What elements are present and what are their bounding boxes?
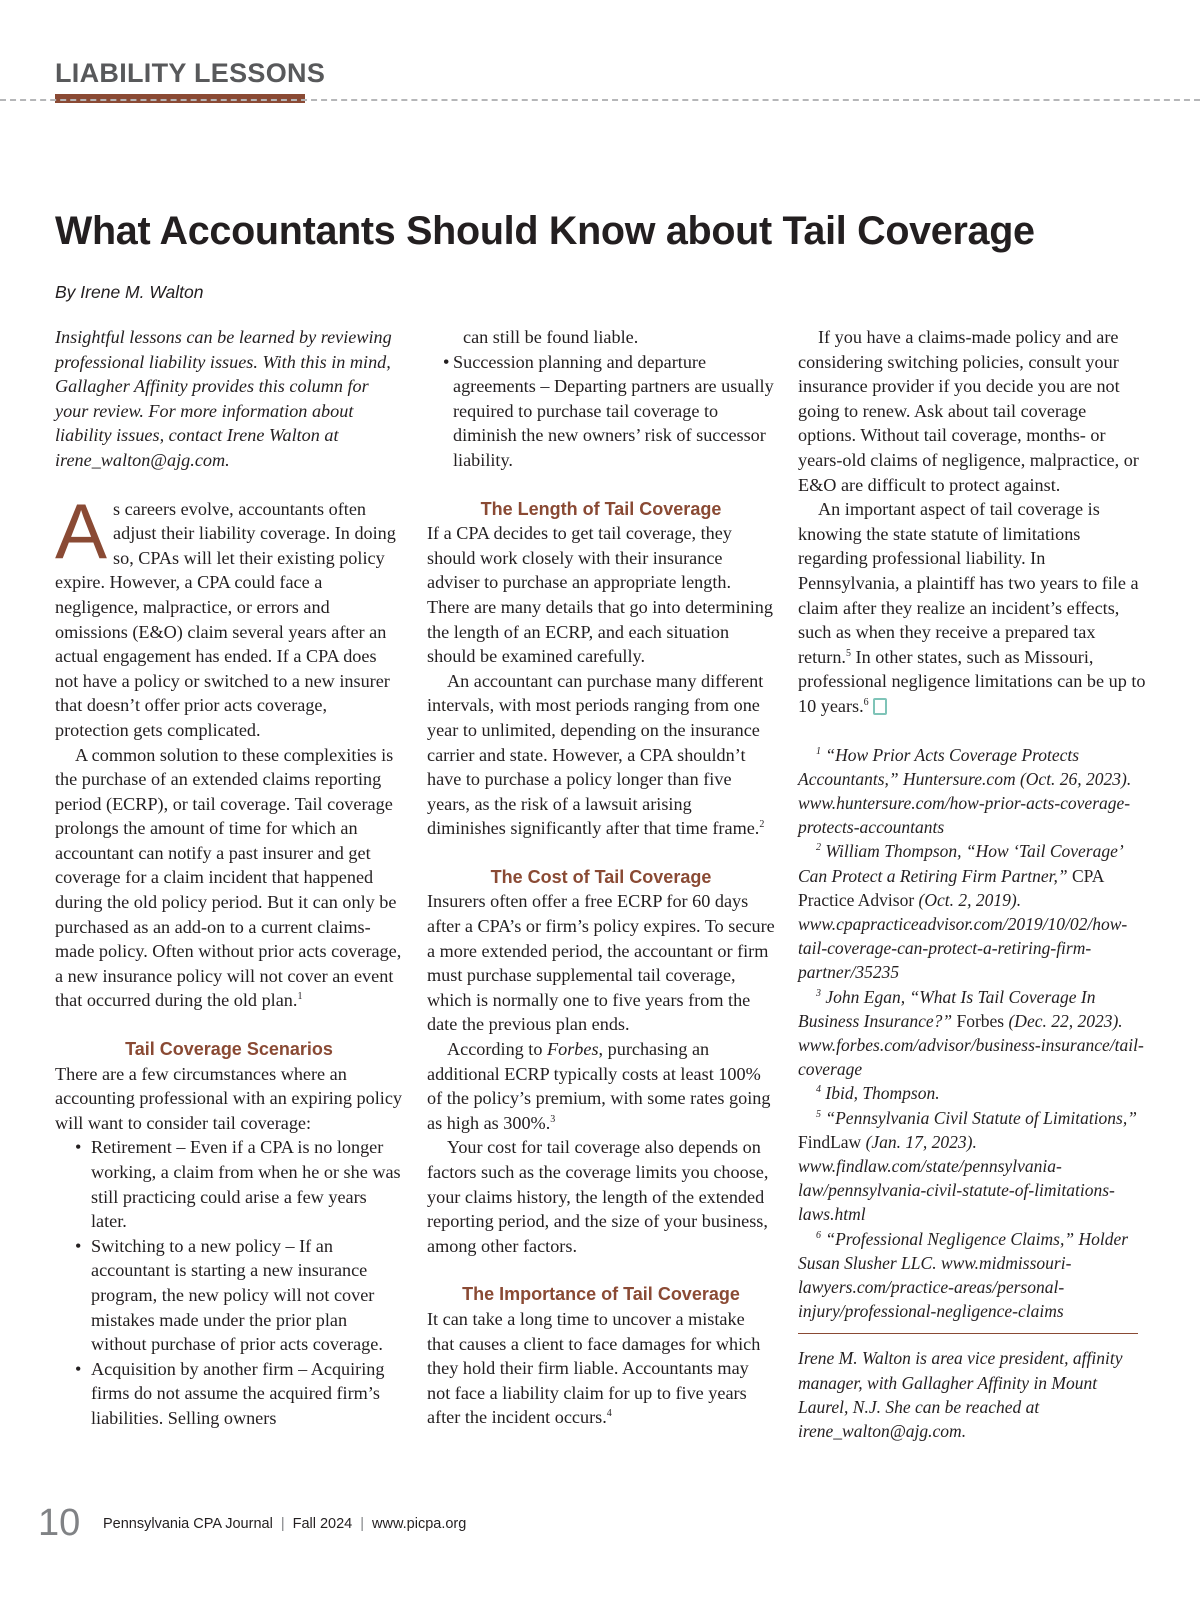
- column-1: [55, 325, 403, 1431]
- list-item: • Switching to a new policy – If an accountant is starting a new insurance program, the new policy will not cover mistakes made under the prior plan without purchase of prior acts coverage.: [75, 1234, 403, 1357]
- footnote: $^2$ William Thompson, “How ‘Tail Coverage’ Can Protect a Retiring Firm Partner,” CPA Practice Advisor (Oct. 2, 2019). www.cpapracticeadvisor.com/2019/10/02/how-tail-coverage-can-protect-a-retiring-firm-partner/35235: [798, 841, 1128, 983]
- body-paragraph: According to Forbes, purchasing an additional ECRP typically costs at least 100% of the policy’s premium, with some rates going as high as 300%.$^3$: [427, 1039, 771, 1133]
- subhead-cost: The Cost of Tail Coverage: [490, 866, 712, 887]
- footer-url[interactable]: www.picpa.org: [372, 1516, 467, 1532]
- body-paragraph: As careers evolve, accountants often adjust their liability coverage. In doing so, CPAs will let their existing policy expire. However, a CPA could face a negligence, malpractice, or errors and omissions (E&O) claim several years after an actual engagement has ended. If a CPA does not have a policy or switched to a new insurer that doesn’t offer prior acts coverage, protection gets complicated.: [55, 486, 396, 740]
- footnote-ref: 6: [863, 696, 869, 708]
- issue-date: Fall 2024: [292, 1516, 353, 1532]
- footnote-ref: 4: [606, 1408, 612, 1420]
- footnote-ref: 3: [550, 1113, 556, 1125]
- end-mark-icon: [873, 698, 887, 715]
- journal-name: Pennsylvania CPA Journal: [103, 1516, 273, 1532]
- footnote: $^3$ John Egan, “What Is Tail Coverage In Business Insurance?” Forbes (Dec. 22, 2023). www.forbes.com/advisor/business-insurance/tail-coverage: [798, 986, 1144, 1080]
- subhead-scenarios: Tail Coverage Scenarios: [125, 1039, 333, 1060]
- scenario-list-continued: [443, 350, 775, 473]
- section-label: LIABILITY LESSONS: [55, 58, 326, 88]
- body-paragraph: Your cost for tail coverage also depends on factors such as the coverage limits you choose, your claims history, the length of the extended reporting period, and the size of your business, among other factors.: [427, 1137, 769, 1256]
- footnote-ref: 2: [759, 819, 765, 831]
- body-paragraph: An accountant can purchase many different intervals, with most periods ranging from one year to unlimited, depending on the insurance carrier and state. However, a CPA shouldn’t have to purchase a policy longer than five years, as the risk of a lawsuit arising diminishes significantly after that time frame.$^2$: [427, 670, 765, 839]
- section-divider: [0, 99, 1200, 101]
- body-paragraph: There are a few circumstances where an accounting professional with an expiring policy will want to consider tail coverage:: [55, 1063, 402, 1133]
- page-number: 10: [38, 1502, 81, 1544]
- body-paragraph: It can take a long time to uncover a mistake that causes a client to face damages for which they hold their firm liable. Accountants may not face a liability claim for up to five years after the incident occurs.$^4$: [427, 1308, 761, 1428]
- body-paragraph: If a CPA decides to get tail coverage, they should work closely with their insurance adviser to purchase an appropriate length. There are many details that go into determining the length of an ECRP, and each situation should be examined carefully.: [427, 523, 773, 667]
- list-item: • Acquisition by another firm – Acquiring firms do not assume the acquired firm’s liabilities. Selling owners: [75, 1357, 403, 1431]
- footnote: $^1$ “How Prior Acts Coverage Protects Accountants,” Huntersure.com (Oct. 26, 2023). www.huntersure.com/how-prior-acts-coverage-protects-accountants: [798, 744, 1132, 838]
- subhead-length: The Length of Tail Coverage: [480, 498, 722, 519]
- body-paragraph: Insurers often offer a free ECRP for 60 days after a CPA’s or firm’s policy expires. To secure a more extended period, the accountant or firm must purchase supplemental tail coverage, which is normally one to five years from the date the previous plan ends.: [427, 891, 775, 1035]
- dropcap: A: [55, 486, 108, 575]
- column-2: [427, 325, 775, 1430]
- page-footer: Pennsylvania CPA Journal | Fall 2024 | www.picpa.org: [103, 1516, 467, 1532]
- footnote-ref: 1: [297, 991, 303, 1003]
- footnote-ref: 5: [845, 647, 851, 659]
- list-item: • • Succession planning and departure agreements – Departing partners are usually required to purchase tail coverage to diminish the new owners’ risk of successor liability.: [443, 350, 775, 473]
- bio-divider: [798, 1333, 1138, 1334]
- footnotes: [798, 743, 1148, 1324]
- body-paragraph: An important aspect of tail coverage is knowing the state statute of limitations regarding professional liability. In Pennsylvania, a plaintiff has two years to file a claim after they realize an incident’s effects, such as when they receive a prepared tax return.$^5$ In other states, such as Missouri, professional negligence limitations can be up to 10 years.$^6$: [798, 499, 1146, 716]
- body-paragraph: A common solution to these complexities is the purchase of an extended claims reporting period (ECRP), or tail coverage. Tail coverage prolongs the amount of time for which an accountant can notify a past insurer and get coverage for a claim incident that happened during the old policy period. But it can only be purchased as an add-on to a current claims-made policy. Often without prior acts coverage, a new insurance policy will not cover an event that occurred during the old plan.$^1$: [55, 744, 402, 1011]
- subhead-importance: The Importance of Tail Coverage: [462, 1284, 740, 1305]
- body-paragraph: If you have a claims-made policy and are considering switching policies, consult your insurance provider if you decide you are not going to renew. Ask about tail coverage options. Without tail coverage, months- or years-old claims of negligence, malpractice, or E&O are difficult to protect against.: [798, 327, 1139, 495]
- intro-text: Insightful lessons can be learned by reviewing professional liability issues. With this in mind, Gallagher Affinity provides this column for your review. For more information about liability issues, contact Irene Walton at irene_walton@ajg.com.: [55, 327, 392, 470]
- article-title: What Accountants Should Know about Tail Coverage: [55, 209, 1035, 253]
- footnote: $^4$ Ibid, Thompson.: [816, 1083, 940, 1104]
- list-item-continued: can still be found liable.: [463, 327, 639, 347]
- footnote: $^6$ “Professional Negligence Claims,” Holder Susan Slusher LLC. www.midmissouri-lawyers.com/practice-areas/personal-injury/professional-negligence-claims: [798, 1228, 1129, 1322]
- list-item: • Retirement – Even if a CPA is no longer working, a claim from when he or she was still practicing could arise a few years later.: [75, 1135, 403, 1233]
- column-3: [798, 325, 1148, 1443]
- byline: By Irene M. Walton: [55, 282, 204, 302]
- scenario-list: [75, 1135, 403, 1430]
- footnote: $^5$ “Pennsylvania Civil Statute of Limitations,” FindLaw (Jan. 17, 2023). www.findlaw.com/state/pennsylvania-law/pennsylvania-civil-statute-of-limitations-laws.html: [798, 1107, 1137, 1225]
- author-bio: Irene M. Walton is area vice president, affinity manager, with Gallagher Affinity in Mount Laurel, N.J. She can be reached at irene_walton@ajg.com.: [798, 1348, 1123, 1441]
